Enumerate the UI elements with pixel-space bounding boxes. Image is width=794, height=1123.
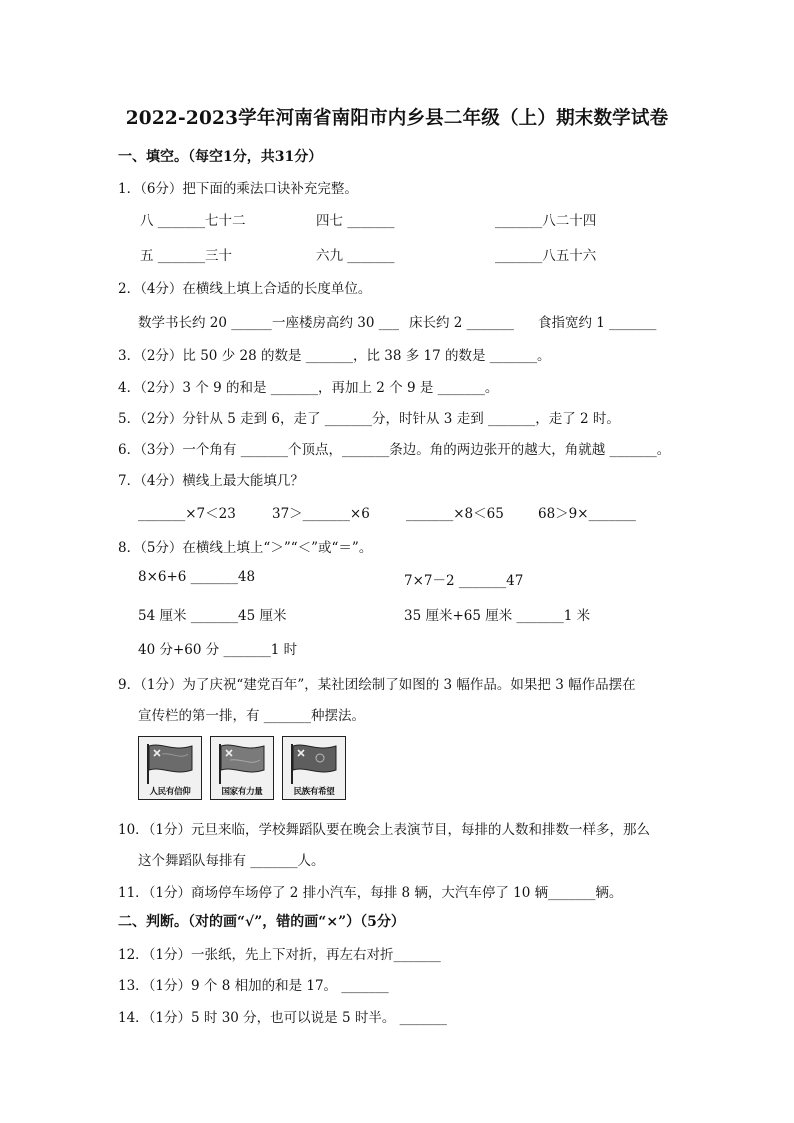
q2-item: 床长约 2 _______ — [409, 315, 514, 331]
question-12: 12．（1分）一张纸，先上下对折，再左右对折_______ — [118, 947, 441, 963]
artwork-caption: 国家有力量 — [221, 787, 263, 797]
q2-item: 数学书长约 20 ______ — [138, 315, 272, 331]
artwork-caption: 人民有信仰 — [149, 787, 191, 797]
question-1: 1．（6分）把下面的乘法口诀补充完整。 — [118, 181, 358, 197]
q7-item: _______×8＜65 — [406, 506, 504, 522]
flag-artwork-2 — [210, 736, 274, 800]
page-title: 2022-2023学年河南省南阳市内乡县二年级（上）期末数学试卷 — [125, 108, 669, 129]
artwork-caption: 民族有希望 — [293, 787, 335, 797]
question-11: 11．（1分）商场停车场停了 2 排小汽车，每排 8 辆，大汽车停了 10 辆_______辆。 — [118, 885, 623, 901]
flag-artwork-3 — [282, 736, 346, 800]
question-5: 5．（2分）分针从 5 走到 6，走了 _______分，时针从 3 走到 _______，走了 2 时。 — [118, 411, 620, 427]
artwork-images — [138, 736, 358, 802]
question-4: 4．（2分）3 个 9 的和是 _______，再加上 2 个 9 是 _______。 — [118, 380, 499, 396]
q8-item: 35 厘米+65 厘米 _______1 米 — [404, 608, 591, 624]
q7-item: 68＞9×_______ — [538, 506, 636, 522]
section-heading-fill-in: 一、填空。（每空1分，共31分） — [118, 149, 323, 165]
q8-item: 40 分+60 分 _______1 时 — [138, 642, 298, 658]
question-2: 2．（4分）在横线上填上合适的长度单位。 — [118, 281, 372, 297]
q7-item: _______×7＜23 — [138, 506, 236, 522]
q7-item: 37＞_______×6 — [272, 506, 370, 522]
question-6: 6．（3分）一个角有 _______个顶点，_______条边。角的两边张开的越大，角就越 _______。 — [118, 442, 671, 458]
q1-item: _______八二十四 — [495, 213, 597, 229]
q8-item: 54 厘米 _______45 厘米 — [138, 608, 287, 624]
q1-item: _______八五十六 — [495, 248, 597, 264]
q8-item: 7×7－2 _______47 — [404, 573, 524, 589]
question-13: 13．（1分）9 个 8 相加的和是 17。 _______ — [118, 978, 389, 994]
q2-item: 一座楼房高约 30 ___ — [272, 315, 400, 331]
q1-item: 八 _______七十二 — [140, 213, 246, 229]
section-heading-true-false: 二、判断。（对的画“√”，错的画“×”）（5分） — [118, 914, 405, 930]
q2-item: 食指宽约 1 _______ — [538, 315, 657, 331]
flag-icon — [142, 740, 198, 786]
question-10-line1: 10．（1分）元旦来临，学校舞蹈队要在晚会上表演节目，每排的人数和排数一样多，那么 — [118, 822, 651, 838]
question-10-line2: 这个舞蹈队每排有 _______人。 — [138, 853, 325, 869]
question-9-line1: 9．（1分）为了庆祝“建党百年”，某社团绘制了如图的 3 幅作品。如果把 3 幅作品摆在 — [118, 677, 636, 693]
q1-item: 五 _______三十 — [140, 248, 233, 264]
question-3: 3．（2分）比 50 少 28 的数是 _______，比 38 多 17 的数是 _______。 — [118, 348, 551, 364]
question-8: 8．（5分）在横线上填上“＞”“＜”或“＝”。 — [118, 540, 373, 556]
q1-item: 四七 _______ — [316, 213, 395, 229]
question-7: 7．（4分）横线上最大能填几？ — [118, 473, 304, 489]
flag-icon — [286, 740, 342, 786]
flag-icon — [214, 740, 270, 786]
flag-artwork-1 — [138, 736, 202, 800]
q8-item: 8×6+6 _______48 — [138, 569, 256, 585]
question-9-line2: 宣传栏的第一排，有 _______种摆法。 — [138, 708, 366, 724]
q1-item: 六九 _______ — [316, 248, 395, 264]
question-14: 14．（1分）5 时 30 分，也可以说是 5 时半。 _______ — [118, 1010, 447, 1026]
